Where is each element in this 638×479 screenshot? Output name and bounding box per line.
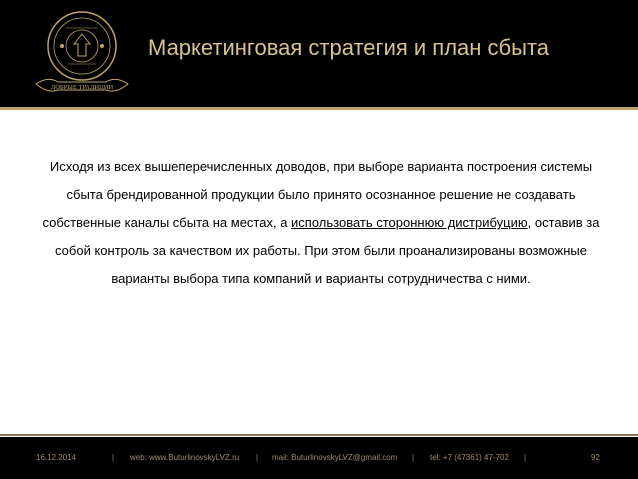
footer-divider [0,434,638,436]
company-logo-emblem [28,6,136,98]
footer-separator: | [412,453,415,462]
footer-separator: | [112,453,115,462]
body-line-3-start: собственные каналы сбыта на местах, а [42,215,292,230]
body-line-3 [22,209,620,237]
slide-header [0,0,638,107]
body-line-3-end: , оставив за [527,215,600,230]
footer-separator: | [256,453,259,462]
footer-info-row [0,451,638,465]
footer-date: 16.12.2014 [36,453,77,462]
body-line-2: сбыта брендированной продукции было принято осознанное решение не создавать [66,187,576,202]
logo-banner-text: ДОБРЫЕ ТРАДИЦИИ [50,84,114,91]
header-divider [0,107,638,110]
footer-separator: | [524,453,527,462]
body-paragraph [22,153,620,293]
footer-website: web: www.ButurlinovskyLVZ.ru [130,453,240,462]
underlined-phrase: использовать стороннюю дистрибуцию [291,215,528,230]
body-line-5: варианты выбора типа компаний и варианты сотрудничества с ними. [111,271,531,286]
footer-phone: tel: +7 (47361) 47-702 [430,453,509,462]
slide-title: Маркетинговая стратегия и план сбыта [148,35,550,60]
footer-page-number: 92 [591,453,600,462]
body-line-1: Исходя из всех вышеперечисленных доводов, при выборе варианта построения системы [49,159,593,174]
footer-email: mail: ButurlinovskyLVZ@gmail.com [272,453,398,462]
body-line-4: собой контроль за качеством их работы. При этом были проанализированы возможные [55,243,587,258]
